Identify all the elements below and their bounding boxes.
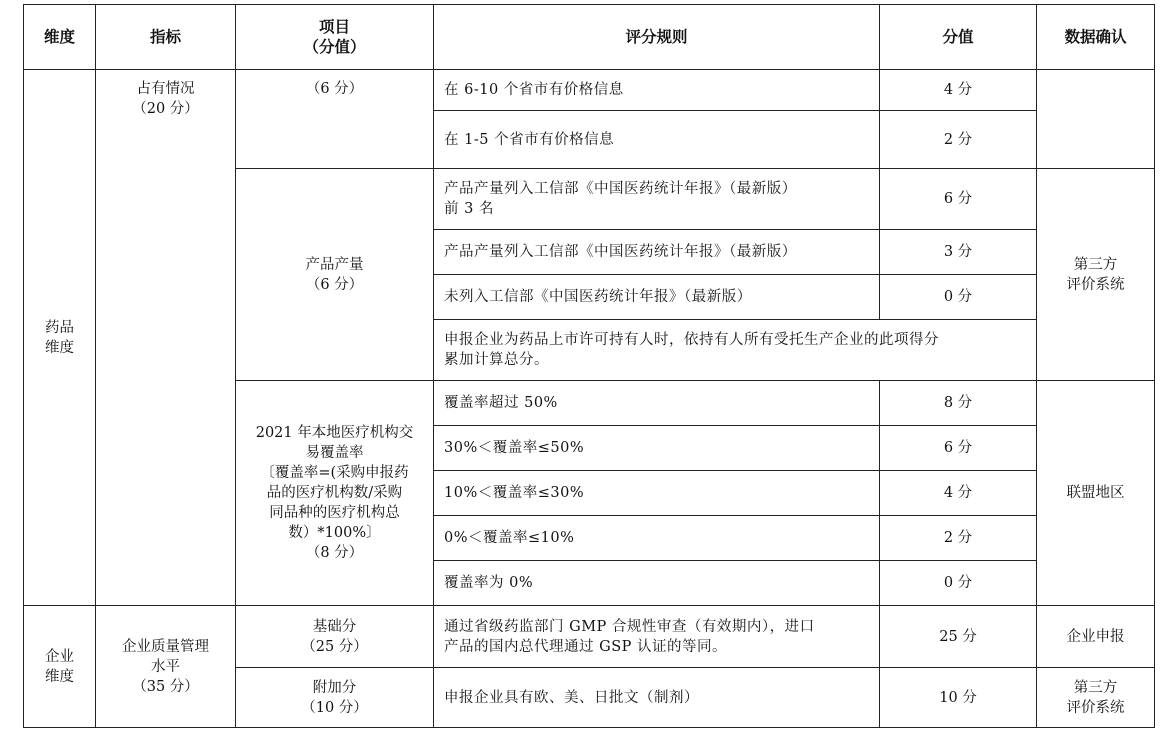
- enterprise-indicator-line3: （35 分）: [132, 678, 199, 695]
- output-item-cell: [236, 169, 434, 381]
- rule-line1: 通过省级药监部门 GMP 合规性审查（有效期内），进口: [444, 618, 815, 635]
- bonus-item-cell: [236, 668, 434, 728]
- rule-cell: 30%＜覆盖率≤50%: [434, 426, 880, 471]
- rule-line1: 产品产量列入工信部《中国医药统计年报》（最新版）: [444, 181, 797, 197]
- output-confirm-line2: 评价系统: [1066, 276, 1125, 293]
- basic-item-line1: 基础分: [312, 618, 357, 635]
- rate-item-line: 数）*100%〕: [288, 525, 381, 541]
- rate-item-line: 2021 年本地医疗机构交: [255, 425, 414, 441]
- rate-item-line: （8 分）: [305, 545, 364, 561]
- rule-cell: 在 6-10 个省市有价格信息: [434, 70, 880, 111]
- drug-dimension-line2: 维度: [45, 339, 74, 356]
- enterprise-dimension-line2: 维度: [45, 668, 74, 685]
- coverage-item-cell: （6 分）: [236, 70, 434, 169]
- score-cell: 25 分: [880, 606, 1037, 668]
- score-cell: 0 分: [880, 561, 1037, 606]
- bonus-confirm-cell: [1037, 668, 1155, 728]
- bonus-confirm-line1: 第三方: [1073, 679, 1118, 696]
- header-rules: 评分规则: [434, 5, 880, 70]
- enterprise-indicator-line2: 水平: [151, 658, 180, 675]
- header-row: [24, 5, 1155, 70]
- rate-item-line: 品的医疗机构数/采购: [266, 485, 403, 501]
- header-score: 分值: [880, 5, 1037, 70]
- score-cell: 2 分: [880, 111, 1037, 169]
- rule-cell: 0%＜覆盖率≤10%: [434, 516, 880, 561]
- output-item-line2: （6 分）: [305, 276, 364, 293]
- rate-item-line: 〔覆盖率=(采购申报药: [260, 465, 409, 481]
- output-item-line1: 产品产量: [305, 256, 364, 273]
- header-item-line2: （分值）: [303, 38, 366, 56]
- rule-cell: [434, 606, 880, 668]
- rule-line2: 前 3 名: [444, 201, 494, 217]
- bonus-item-line1: 附加分: [312, 679, 357, 696]
- note-line2: 累加计算总分。: [444, 352, 549, 368]
- rule-cell: 未列入工信部《中国医药统计年报》（最新版）: [434, 275, 880, 320]
- rate-confirm-cell: 联盟地区: [1037, 381, 1155, 606]
- basic-confirm-cell: 企业申报: [1037, 606, 1155, 668]
- note-line1: 申报企业为药品上市许可持有人时，依持有人所有受托生产企业的此项得分: [444, 332, 939, 348]
- table-row: [24, 606, 1155, 668]
- score-cell: 6 分: [880, 169, 1037, 230]
- rate-item-line: 同品种的医疗机构总: [269, 505, 400, 521]
- output-confirm-line1: 第三方: [1073, 256, 1118, 273]
- header-item-line1: 项目: [318, 18, 350, 36]
- rule-cell: [434, 169, 880, 230]
- drug-indicator-cell: [96, 70, 236, 606]
- score-cell: 10 分: [880, 668, 1037, 728]
- enterprise-dimension-cell: [24, 606, 96, 728]
- basic-item-line2: （25 分）: [301, 638, 368, 655]
- header-item: [236, 5, 434, 70]
- bonus-item-line2: （10 分）: [301, 699, 368, 716]
- rate-item-line: 易覆盖率: [305, 445, 364, 461]
- score-cell: 0 分: [880, 275, 1037, 320]
- header-confirm: 数据确认: [1037, 5, 1155, 70]
- drug-indicator-line1: 占有情况: [136, 81, 195, 97]
- output-note-cell: [434, 320, 1037, 381]
- score-cell: 4 分: [880, 70, 1037, 111]
- enterprise-dimension-line1: 企业: [45, 648, 74, 665]
- score-cell: 2 分: [880, 516, 1037, 561]
- score-cell: 6 分: [880, 426, 1037, 471]
- enterprise-indicator-line1: 企业质量管理: [122, 638, 209, 655]
- score-cell: 8 分: [880, 381, 1037, 426]
- table-row: [24, 70, 1155, 111]
- scoring-table: [23, 4, 1155, 728]
- score-cell: 3 分: [880, 230, 1037, 275]
- bonus-confirm-line2: 评价系统: [1066, 699, 1125, 716]
- rule-cell: 在 1-5 个省市有价格信息: [434, 111, 880, 169]
- drug-dimension-line1: 药品: [45, 319, 74, 336]
- header-dimension: 维度: [24, 5, 96, 70]
- rule-line2: 产品的国内总代理通过 GSP 认证的等同。: [444, 638, 727, 655]
- rule-cell: 覆盖率超过 50%: [434, 381, 880, 426]
- drug-indicator-line2: （20 分）: [132, 101, 199, 117]
- rule-cell: 10%＜覆盖率≤30%: [434, 471, 880, 516]
- output-confirm-cell: [1037, 169, 1155, 381]
- rate-item-cell: [236, 381, 434, 606]
- rule-cell: 产品产量列入工信部《中国医药统计年报》（最新版）: [434, 230, 880, 275]
- header-indicator: 指标: [96, 5, 236, 70]
- enterprise-indicator-cell: [96, 606, 236, 728]
- score-cell: 4 分: [880, 471, 1037, 516]
- basic-item-cell: [236, 606, 434, 668]
- rule-cell: 申报企业具有欧、美、日批文（制剂）: [434, 668, 880, 728]
- drug-dimension-cell: [24, 70, 96, 606]
- rule-cell: 覆盖率为 0%: [434, 561, 880, 606]
- confirm-cell-empty: [1037, 70, 1155, 169]
